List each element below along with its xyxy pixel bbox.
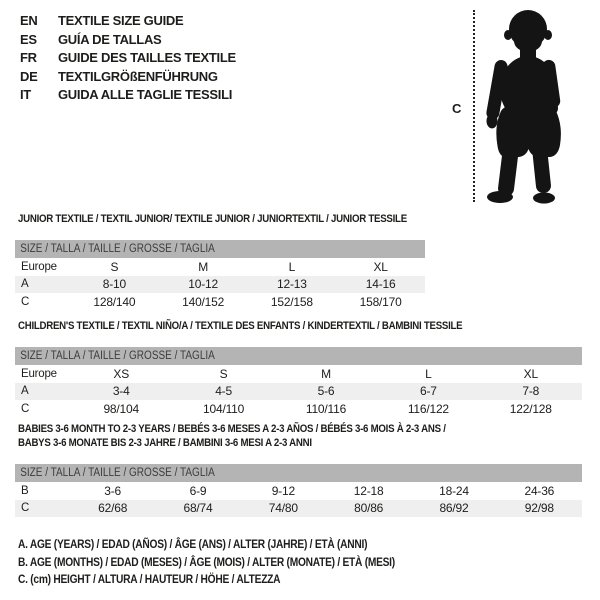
table-header-row	[15, 240, 425, 258]
table-cell: M	[198, 259, 209, 274]
legend-row-en	[20, 12, 236, 31]
language-legend	[20, 12, 236, 105]
table-cell: 128/140	[93, 294, 136, 309]
table-row	[15, 400, 582, 418]
legend-code: ES	[20, 31, 37, 47]
table-header: SIZE / TALLA / TAILLE / GRÖSSE / TAGLIA	[15, 347, 582, 365]
table-cell: 8-10	[70, 276, 159, 294]
table-row	[15, 383, 582, 401]
table-cell: 9-12	[271, 483, 295, 498]
table-cell: 104/110	[203, 401, 245, 416]
table-header: SIZE / TALLA / TAILLE / GRÖSSE / TAGLIA	[15, 240, 425, 258]
table-cell: 110/116	[305, 401, 347, 416]
table-cell: XS	[113, 366, 129, 381]
table-cell: 6-7	[377, 383, 479, 401]
table-cell: 152/158	[270, 294, 313, 309]
legend-label: GUIDE DES TAILLES TEXTILE	[58, 50, 236, 66]
footnote-a: A. AGE (YEARS) / EDAD (AÑOS) / ÂGE (ANS) / ALTER (JAHRE) / ETÀ (ANNI)	[18, 537, 368, 551]
table-cell: 62/68	[70, 500, 155, 518]
table-cell: L	[288, 259, 296, 274]
table-cell: 4-5	[172, 383, 274, 401]
legend-code: IT	[20, 87, 31, 103]
height-measure-dotted-line	[473, 10, 475, 202]
table-row	[15, 293, 425, 311]
legend-code: FR	[20, 50, 37, 66]
section-title: JUNIOR TEXTILE / TEXTIL JUNIOR/ TEXTILE JUNIOR / JUNIORTEXTIL / JUNIOR TESSILE	[18, 213, 407, 225]
legend-label: GUÍA DE TALLAS	[58, 31, 162, 47]
legend-label: TEXTILGRÖßENFÜHRUNG	[58, 68, 218, 84]
table-cell: 7-8	[480, 383, 582, 401]
legend-row-es	[20, 31, 236, 50]
section-babies-textile	[15, 422, 582, 517]
legend-label: TEXTILE SIZE GUIDE	[58, 13, 184, 28]
footnote-c: C. (cm) HEIGHT / ALTURA / HAUTEUR / HÖHE / ALTEZZA	[18, 572, 281, 586]
section-title: CHILDREN'S TEXTILE / TEXTIL NIÑO/A / TEXTILE DES ENFANTS / KINDERTEXTIL / BAMBINI TESSILE	[18, 320, 463, 332]
table-cell: S	[110, 259, 119, 274]
table-cell: 10-12	[159, 276, 248, 294]
table-cell: 24-36	[524, 483, 555, 498]
row-label: A	[15, 276, 70, 294]
table-cell: 3-6	[104, 483, 122, 498]
table-row	[15, 482, 582, 500]
table-cell: 98/104	[103, 401, 139, 416]
table-header-row	[15, 347, 582, 365]
table-cell: 12-18	[353, 483, 384, 498]
table-header: SIZE / TALLA / TAILLE / GRÖSSE / TAGLIA	[15, 464, 582, 482]
legend-row-fr	[20, 49, 236, 68]
table-cell: 116/122	[407, 401, 449, 416]
legend-code: EN	[20, 13, 38, 28]
legend-code: DE	[20, 68, 38, 84]
table-cell: 12-13	[248, 276, 337, 294]
table-cell: 74/80	[241, 500, 326, 518]
size-table-children	[15, 347, 582, 418]
table-cell: 3-4	[70, 383, 172, 401]
section-junior-textile	[15, 212, 460, 311]
table-cell: 122/128	[509, 401, 552, 416]
row-label: C	[21, 402, 30, 415]
table-row	[15, 500, 582, 518]
footnote-b: B. AGE (MONTHS) / EDAD (MESES) / ÂGE (MOIS) / ALTER (MONATE) / ETÀ (MESI)	[18, 554, 395, 569]
table-cell: 14-16	[336, 276, 425, 294]
section-children-textile	[15, 319, 582, 418]
table-cell: 140/152	[182, 294, 225, 309]
table-header-row	[15, 464, 582, 482]
section-title: BABIES 3-6 MONTH TO 2-3 YEARS / BEBÉS 3-6 MESES A 2-3 AÑOS / BÉBÉS 3-6 MOIS À 2-3 ANS /	[18, 423, 446, 435]
size-table-babies	[15, 464, 582, 517]
row-label: C	[21, 295, 30, 308]
table-cell: 92/98	[497, 500, 582, 518]
table-cell: S	[219, 366, 228, 381]
legend-row-it	[20, 86, 236, 105]
row-label: C	[15, 500, 70, 518]
baby-silhouette	[480, 6, 570, 206]
table-cell: 158/170	[359, 294, 402, 309]
table-row	[15, 258, 425, 276]
table-cell: L	[425, 366, 432, 381]
row-label: A	[15, 383, 70, 401]
table-cell: 68/74	[155, 500, 240, 518]
row-label: B	[21, 484, 29, 497]
legend-label: GUIDA ALLE TAGLIE TESSILI	[58, 87, 233, 103]
section-title: BABYS 3-6 MONATE BIS 2-3 JAHRE / BAMBINI 3-6 MESI A 2-3 ANNI	[18, 437, 312, 449]
table-cell: 6-9	[189, 483, 207, 498]
table-cell: M	[321, 366, 331, 381]
row-label: Europe	[21, 367, 57, 380]
table-row	[15, 365, 582, 383]
table-cell: XL	[523, 366, 538, 381]
row-label: Europe	[21, 260, 57, 273]
height-measure-label: C	[452, 101, 462, 116]
table-cell: XL	[373, 259, 388, 274]
table-cell: 86/92	[411, 500, 496, 518]
table-cell: 80/86	[326, 500, 411, 518]
legend-row-de	[20, 68, 236, 87]
table-cell: 18-24	[439, 483, 469, 498]
table-row	[15, 276, 425, 294]
size-table-junior	[15, 240, 425, 311]
footnotes	[18, 536, 461, 589]
table-cell: 5-6	[275, 383, 377, 401]
